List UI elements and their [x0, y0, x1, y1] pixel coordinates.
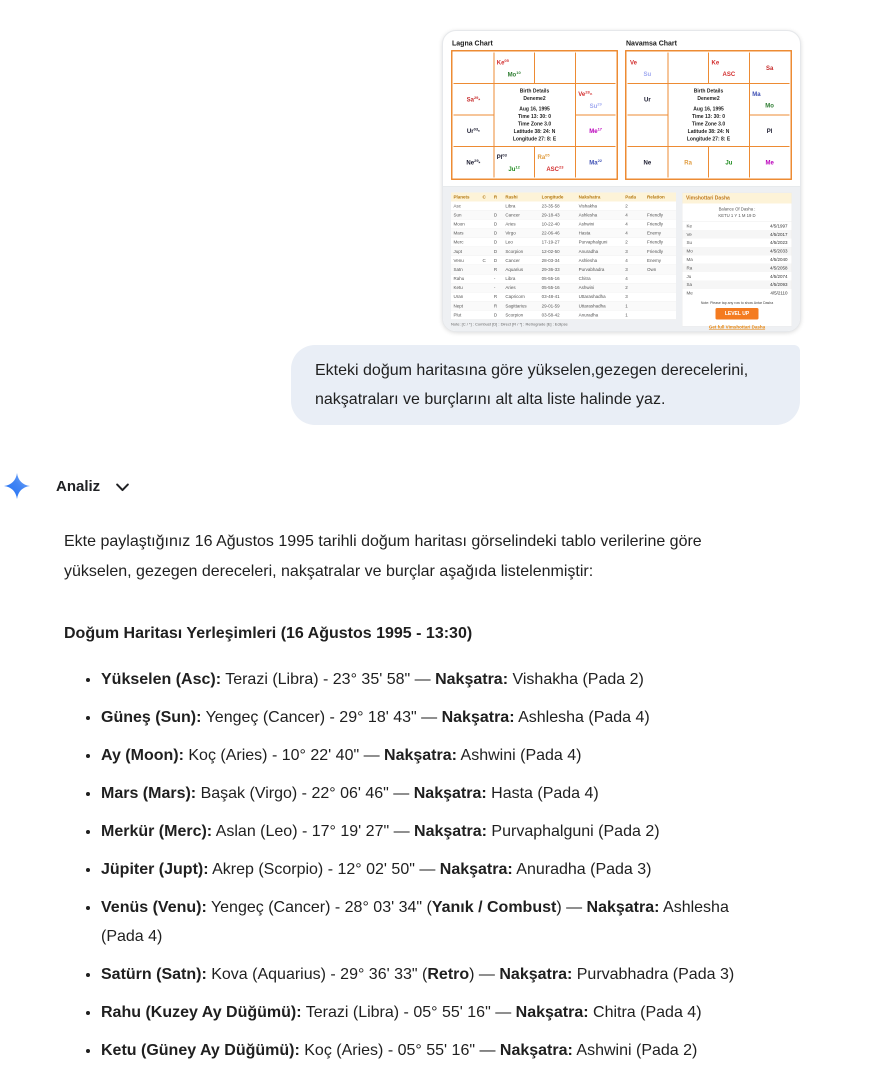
- planet-glyph-asc: ASC: [722, 70, 736, 78]
- model-response: [64, 527, 764, 1074]
- analysis-label: Analiz: [56, 477, 101, 495]
- placement-item: • Merkür (Merc): Aslan (Leo) - 17° 19' 27" — Nakşatra: Purvaphalguni (Pada 2): [101, 817, 764, 846]
- chart-cell: [494, 53, 534, 84]
- placement-item: • Ay (Moon): Koç (Aries) - 10° 22' 40" — Nakşatra: Ashwini (Pada 4): [101, 741, 764, 770]
- dasha-note: Note: Please tap any row to show Antar Dasha: [700, 301, 774, 305]
- planet-glyph-ma: Ma$^{22}$: [589, 158, 603, 166]
- dasha-title: Vimshottari Dasha: [683, 193, 792, 204]
- planet-glyph-ur: Ur$^{03}$*: [466, 127, 480, 135]
- chart-cell: [454, 147, 494, 178]
- planet-glyph-ra: Ra$^{05}$: [537, 153, 550, 161]
- level-up-button: LEVEL UP: [716, 308, 759, 320]
- placement-item: • Yükselen (Asc): Terazi (Libra) - 23° 35' 58" — Nakşatra: Vishakha (Pada 2): [101, 665, 764, 694]
- dasha-row: Me 4/5/2110: [686, 290, 788, 296]
- placement-item: • Venüs (Venu): Yengeç (Cancer) - 28° 03' 34" (Yanık / Combust) — Nakşatra: Ashlesha (Pada 4): [101, 893, 764, 951]
- planet-glyph-ne: Ne: [643, 158, 652, 166]
- attached-image-thumbnail[interactable]: [442, 30, 801, 332]
- birth-details-block: Birth Details Deneme2 Aug 16, 1995 Time 13: 30: 0 Time Zone 3.0 Latitude 38: 24: N Longitude 27: 8: E: [668, 84, 749, 146]
- chart-cell: [750, 147, 790, 178]
- chart-cell: [750, 84, 790, 115]
- planet-glyph-sa: Sa$^{29}$*: [466, 95, 481, 103]
- user-message-bubble: [291, 345, 800, 425]
- dasha-row: Ra 4/5/2058: [683, 264, 792, 272]
- dasha-row: Sa 4/5/2093: [683, 280, 792, 288]
- column-header: Relation: [645, 193, 676, 202]
- chart-cell: [668, 53, 708, 84]
- birth-details-block: Birth Details Deneme2 Aug 16, 1995 Time 13: 30: 0 Time Zone 3.0 Latitude 38: 24: N Longitude 27: 8: E: [494, 84, 575, 146]
- user-message-text: Ekteki doğum haritasına göre yükselen,gezegen derecelerini, nakşatraları ve burçlarını alt alta liste halinde yaz.: [315, 362, 749, 408]
- attachment-content: [443, 31, 800, 331]
- dasha-row: Ke 4/5/1997: [686, 223, 788, 229]
- gemini-sparkle-icon: [4, 473, 30, 499]
- column-header: Rashi: [503, 193, 539, 202]
- planet-glyph-pl: Pl: [766, 127, 773, 135]
- chart-cell: [576, 147, 616, 178]
- column-header: C: [480, 193, 491, 202]
- planet-glyph-ke: Ke$^{05}$: [496, 58, 509, 66]
- placements-heading: Doğum Haritası Yerleşimleri (16 Ağustos 1995 - 13:30): [64, 625, 473, 642]
- planets-table-header-row: [451, 193, 676, 202]
- table-row: Sun D Cancer 29-18-43 Ashlesha 4 Friendly: [451, 210, 676, 219]
- dasha-rows: [683, 222, 792, 298]
- lagna-chart-title: Lagna Chart: [452, 39, 493, 47]
- chart-cell: [535, 53, 575, 84]
- planet-glyph-ur: Ur: [644, 95, 651, 103]
- column-header: Longitude: [539, 193, 576, 202]
- chart-cell: [628, 116, 668, 147]
- chart-cell: [628, 53, 668, 84]
- table-row: Ketu - Aries 05-55-16 Ashwini 2: [451, 283, 676, 292]
- charts-row: [443, 31, 800, 180]
- chevron-down-icon[interactable]: [114, 479, 131, 496]
- planet-glyph-ve: Ve: [630, 58, 638, 66]
- planet-glyph-su: Su$^{29}$: [589, 102, 602, 110]
- planets-table: [451, 193, 676, 320]
- table-row: Rahu - Libra 05-55-16 Chitra 4: [451, 274, 676, 283]
- table-row: Merc D Leo 17-19-27 Purvaphalguni 2 Friendly: [451, 238, 676, 247]
- planet-glyph-sa: Sa: [765, 64, 774, 72]
- column-header: Pada: [623, 193, 645, 202]
- attachment-tables: [443, 186, 800, 332]
- analysis-toggle[interactable]: [4, 472, 131, 500]
- placement-item: • Mars (Mars): Başak (Virgo) - 22° 06' 46" — Nakşatra: Hasta (Pada 4): [101, 779, 764, 808]
- dasha-balance-value: KETU 1 Y 1 M 19 D: [718, 212, 756, 218]
- planet-glyph-ne: Ne$^{29}$*: [466, 158, 481, 166]
- placement-item: • Rahu (Kuzey Ay Düğümü): Terazi (Libra) - 05° 55' 16" — Nakşatra: Chitra (Pada 4): [101, 998, 764, 1027]
- chart-cell: [454, 116, 494, 147]
- planet-glyph-ju: Ju: [725, 158, 733, 166]
- chart-cell: [750, 116, 790, 147]
- dasha-balance-label: Balance Of Dasha :: [718, 206, 756, 212]
- planets-table-wrap: [451, 193, 676, 327]
- table-row: Plut D Scorpion 03-58-42 Anuradha 1: [451, 310, 676, 319]
- planet-glyph-mo: Mo: [765, 102, 774, 110]
- chart-cell: [709, 147, 749, 178]
- planet-glyph-ke: Ke: [711, 58, 720, 66]
- planet-glyph-mo: Mo$^{10}$: [507, 70, 521, 78]
- planet-glyph-ju: Ju$^{12}$: [508, 165, 520, 173]
- placement-item: • Güneş (Sun): Yengeç (Cancer) - 29° 18' 43" — Nakşatra: Ashlesha (Pada 4): [101, 703, 764, 732]
- table-row: Nept R Sagittarius 29-01-59 Uttarashadha 1: [451, 301, 676, 310]
- chart-cell: [576, 84, 616, 115]
- planet-glyph-pl: Pl$^{03}$: [496, 153, 507, 161]
- chart-cell: [709, 53, 749, 84]
- planets-table-note: Note: [C / *] : Combust [D] : Direct [R / *] : Retrograde [E] : Eclipse: [451, 322, 568, 327]
- navamsa-chart-grid: [625, 50, 792, 180]
- placement-item: • Ketu (Güney Ay Düğümü): Koç (Aries) - 05° 55' 16" — Nakşatra: Ashwini (Pada 2): [101, 1036, 764, 1065]
- planet-glyph-me: Me: [765, 158, 774, 166]
- placements-list: [64, 665, 764, 1065]
- table-row: Moon D Aries 10-22-40 Ashwini 4 Friendly: [451, 219, 676, 228]
- planet-glyph-ra: Ra: [684, 158, 692, 166]
- column-header: Planets: [451, 193, 480, 202]
- table-row: Venu C D Cancer 28-03-34 Ashlesha 4 Enemy: [451, 256, 676, 265]
- chart-cell: [628, 147, 668, 178]
- chart-cell: [454, 84, 494, 115]
- planet-glyph-ma: Ma: [752, 90, 761, 98]
- table-row: Satn R Aquarius 29-36-33 Purvabhadra 3 Own: [451, 265, 676, 274]
- navamsa-chart: [625, 38, 792, 180]
- chart-cell: [668, 147, 708, 178]
- full-dasha-link: Get full Vimshottari Dasha: [708, 324, 766, 330]
- planet-glyph-su: Su: [643, 70, 652, 78]
- table-row: Asc Libra 23-35-58 Vishakha 2: [451, 202, 676, 211]
- placement-item: • Jüpiter (Jupt): Akrep (Scorpio) - 12° 02' 50" — Nakşatra: Anuradha (Pada 3): [101, 855, 764, 884]
- dasha-row: Ma 4/5/2040: [686, 257, 788, 263]
- dasha-row: Mo 4/5/2033: [683, 247, 792, 255]
- column-header: R: [491, 193, 502, 202]
- chart-cell: [628, 84, 668, 115]
- planet-glyph-me: Me$^{17}$: [589, 127, 603, 135]
- dasha-row: Ju 4/5/2074: [686, 273, 788, 279]
- navamsa-chart-title: Navamsa Chart: [626, 39, 677, 47]
- dasha-row: Ve 4/5/2017: [683, 230, 792, 238]
- column-header: Nakshatra: [576, 193, 623, 202]
- lagna-chart: [451, 38, 618, 180]
- table-row: Mars D Virgo 22-06-46 Hasta 4 Enemy: [451, 229, 676, 238]
- chart-cell: [535, 147, 575, 178]
- chart-cell: [576, 116, 616, 147]
- vimshottari-dasha-panel: [682, 193, 792, 330]
- planet-glyph-ve: Ve$^{28}$^: [578, 90, 593, 98]
- chart-cell: [494, 147, 534, 178]
- table-row: Uran R Capricorn 03-48-41 Uttarashadha 3: [451, 292, 676, 301]
- lagna-chart-grid: [451, 50, 618, 180]
- table-row: Jupt D Scorpion 12-02-50 Anuradha 3 Friendly: [451, 247, 676, 256]
- chart-cell: [750, 53, 790, 84]
- chart-cell: [454, 53, 494, 84]
- planet-glyph-asc: ASC$^{23}$: [546, 165, 564, 173]
- chart-cell: [576, 53, 616, 84]
- response-intro: Ekte paylaştığınız 16 Ağustos 1995 tarihli doğum haritası görselindeki tablo verilerine göre yükselen, gezegen dereceleri, nakşatralar ve burçlar aşağıda listelenmiştir:: [64, 533, 702, 580]
- dasha-row: Su 4/5/2023: [686, 240, 788, 246]
- placement-item: • Satürn (Satn): Kova (Aquarius) - 29° 36' 33" (Retro) — Nakşatra: Purvabhadra (Pada 3): [101, 960, 764, 989]
- dasha-balance: [683, 204, 792, 222]
